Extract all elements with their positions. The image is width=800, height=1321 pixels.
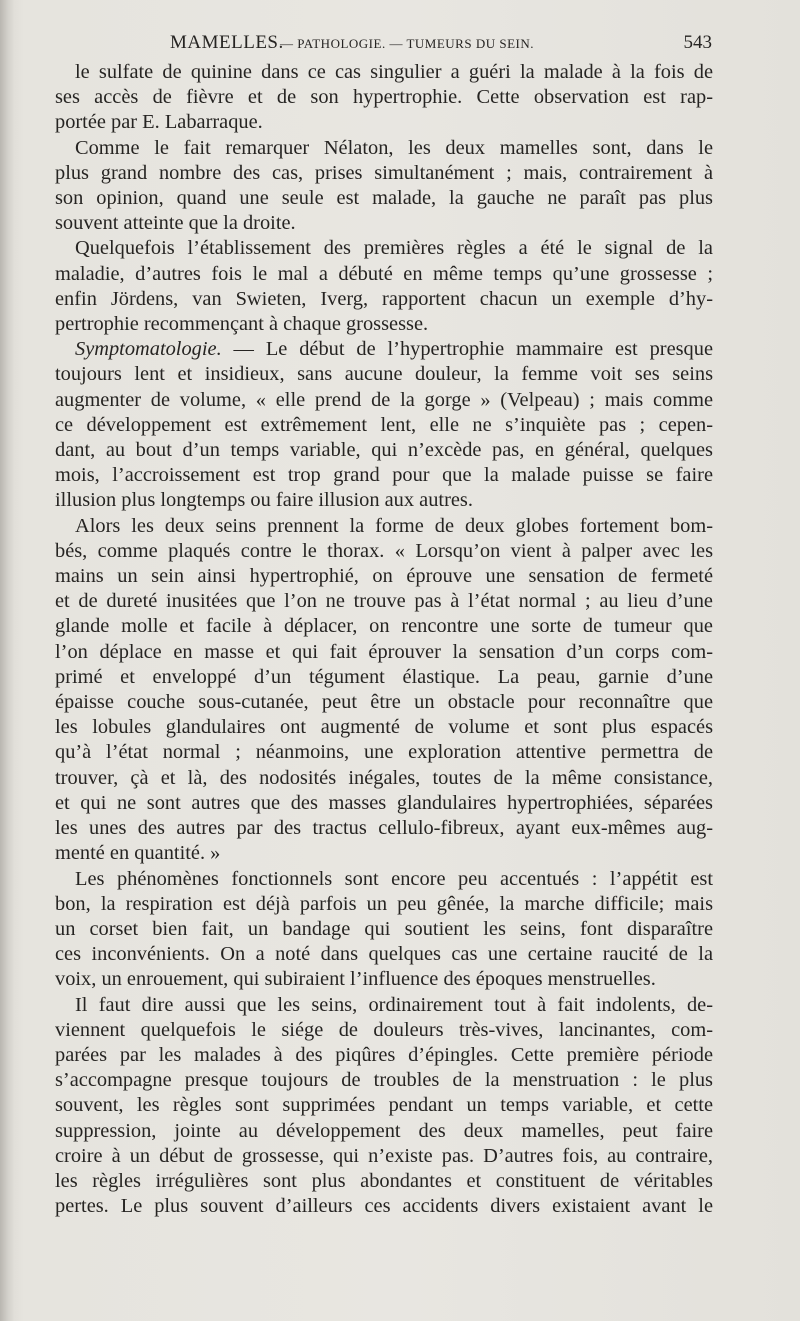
text-line (55, 867, 713, 892)
text-line (55, 161, 713, 186)
paragraph (55, 236, 713, 337)
paragraph (55, 867, 713, 993)
header-section: — PATHOLOGIE. — TUMEURS DU SEIN. (280, 36, 534, 51)
text-line (55, 1018, 713, 1043)
line-text: les unes des autres par des tractus cellulo-fibreux, ayant eux-mêmes aug- (55, 817, 713, 840)
line-text: plus grand nombre des cas, prises simultanément ; mais, contrairement à (55, 161, 713, 184)
line-text: le sulfate de quinine dans ce cas singulier a guéri la malade à la fois de (75, 61, 713, 83)
text-line (55, 917, 713, 942)
text-line (55, 665, 713, 690)
text-line (55, 388, 713, 413)
line-text: épaisse couche sous-cutanée, peut être un obstacle pour reconnaître que (55, 691, 713, 714)
line-text: portée par E. Labarraque. (55, 111, 263, 134)
line-text: pertes. Le plus souvent d’ailleurs ces accidents divers existaient avant le (55, 1195, 713, 1218)
line-text: Quelquefois l’établissement des premières règles a été le signal de la (75, 237, 713, 260)
text-line (55, 690, 713, 715)
paragraph (55, 136, 713, 237)
line-text: ses accès de fièvre et de son hypertrophie. Cette observation est rap- (55, 86, 713, 109)
text-line (55, 211, 713, 236)
text-line (55, 186, 713, 211)
header-title: MAMELLES. (170, 32, 284, 53)
line-text: parées par les malades à des piqûres d’épingles. Cette première période (55, 1043, 713, 1066)
text-line (55, 1194, 713, 1219)
line-text: ces inconvénients. On a noté dans quelques cas une certaine raucité de la (55, 943, 713, 966)
text-line (55, 766, 713, 791)
line-text: qu’à l’état normal ; néanmoins, une exploration attentive permettra de (55, 741, 713, 764)
line-text: maladie, d’autres fois le mal a débuté en même temps qu’une grossesse ; (55, 262, 713, 285)
text-line (55, 715, 713, 740)
line-text: et de dureté inusitées que l’on ne trouve pas à l’état normal ; au lieu d’une (55, 590, 713, 613)
text-line (55, 262, 713, 287)
body-text (55, 60, 713, 1219)
text-line (55, 438, 713, 463)
line-text: s’accompagne presque toujours de troubles de la menstruation : le plus (55, 1069, 713, 1092)
running-header (170, 32, 712, 58)
text-line (55, 993, 713, 1018)
text-line (55, 589, 713, 614)
line-text: toujours lent et insidieux, sans aucune douleur, la femme voit ses seins (55, 363, 713, 386)
page-spine-shadow (0, 0, 14, 1321)
line-text: Les phénomènes fonctionnels sont encore peu accentués : l’appétit est (75, 867, 713, 890)
paragraph (55, 60, 713, 136)
text-line (55, 1144, 713, 1169)
text-line (55, 640, 713, 665)
text-line (55, 85, 713, 110)
paragraph (55, 514, 713, 867)
line-text: menté en quantité. » (55, 842, 221, 865)
line-text: les lobules glandulaires ont augmenté de volume et sont plus espacés (55, 716, 713, 739)
text-line (55, 1119, 713, 1144)
line-text: Alors les deux seins prennent la forme de deux globes fortement bom- (75, 514, 713, 537)
text-line (55, 287, 713, 312)
line-text: — Le début de l’hypertrophie mammaire est presque (221, 338, 713, 361)
page-number: 543 (683, 32, 712, 53)
line-text: un corset bien fait, un bandage qui soutient les seins, font disparaître (55, 917, 713, 940)
text-line (55, 942, 713, 967)
line-text: voix, un enrouement, qui subiraient l’influence des époques menstruelles. (55, 968, 656, 991)
line-text: souvent, les règles sont supprimées pendant un temps variable, et cette (55, 1094, 713, 1117)
text-line (55, 337, 713, 362)
line-text: bés, comme plaqués contre le thorax. « Lorsqu’on vient à palper avec les (55, 539, 713, 562)
text-line (55, 514, 713, 539)
text-line (55, 312, 713, 337)
text-line (55, 967, 713, 992)
line-text: primé et enveloppé d’un tégument élastique. La peau, garnie d’une (55, 665, 713, 688)
line-text: augmenter de volume, « elle prend de la gorge » (Velpeau) ; mais comme (55, 388, 713, 411)
text-line (55, 564, 713, 589)
text-line (55, 892, 713, 917)
text-line (55, 1068, 713, 1093)
text-line (55, 841, 713, 866)
line-text: dant, au bout d’un temps variable, qui n’excède pas, en général, quelques (55, 439, 713, 462)
line-text: Comme le fait remarquer Nélaton, les deux mamelles sont, dans le (75, 136, 713, 159)
text-line (55, 740, 713, 765)
text-line (55, 614, 713, 639)
text-line (55, 1043, 713, 1068)
line-text: et qui ne sont autres que des masses glandulaires hypertrophiées, séparées (55, 791, 713, 814)
text-line (55, 60, 713, 85)
line-text: enfin Jördens, van Swieten, Iverg, rapportent chacun un exemple d’hy- (55, 287, 713, 310)
line-text: suppression, jointe au développement des deux mamelles, peut faire (55, 1119, 713, 1142)
line-text: mois, l’accroissement est trop grand pour que la malade puisse se faire (55, 464, 713, 487)
paragraph (55, 993, 713, 1220)
text-line (55, 136, 713, 161)
line-text: pertrophie recommençant à chaque grossesse. (55, 313, 429, 336)
text-line (55, 791, 713, 816)
line-text: Il faut dire aussi que les seins, ordinairement tout à fait indolents, de- (75, 993, 713, 1016)
text-line (55, 1169, 713, 1194)
line-text: mains un sein ainsi hypertrophié, on éprouve une sensation de fermeté (55, 565, 713, 588)
line-text: son opinion, quand une seule est malade, la gauche ne paraît pas plus (55, 187, 713, 210)
line-text: souvent atteinte que la droite. (55, 212, 296, 235)
line-text: croire à un début de grossesse, qui n’existe pas. D’autres fois, au contraire, (55, 1144, 713, 1167)
text-line (55, 110, 713, 135)
text-line (55, 362, 713, 387)
line-text: illusion plus longtemps ou faire illusion aux autres. (55, 489, 473, 512)
text-line (55, 463, 713, 488)
text-line (55, 236, 713, 261)
text-line (55, 816, 713, 841)
line-text: viennent quelquefois le siége de douleurs très-vives, lancinantes, com- (55, 1018, 713, 1041)
text-line (55, 539, 713, 564)
line-text: glande molle et facile à déplacer, on rencontre une sorte de tumeur que (55, 615, 713, 638)
line-text: les règles irrégulières sont plus abondantes et constituent de véritables (55, 1169, 713, 1192)
text-line (55, 1093, 713, 1118)
text-line (55, 488, 713, 513)
line-text: trouver, çà et là, des nodosités inégales, toutes de la même consistance, (55, 766, 713, 789)
text-line (55, 413, 713, 438)
line-text: l’on déplace en masse et qui fait éprouver la sensation d’un corps com- (55, 640, 713, 663)
section-heading: Symptomatologie. (75, 338, 222, 361)
line-text: bon, la respiration est déjà parfois un peu gênée, la marche difficile; mais (55, 892, 713, 915)
paragraph (55, 337, 713, 513)
line-text: ce développement est extrêmement lent, elle ne s’inquiète pas ; cepen- (55, 413, 713, 436)
